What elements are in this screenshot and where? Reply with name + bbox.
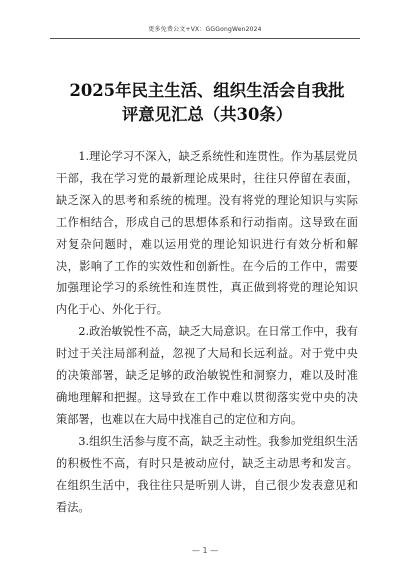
title-line-2: 评意见汇总（共30条） <box>121 105 293 124</box>
document-body <box>56 146 358 518</box>
page-number: — 1 — <box>191 546 219 555</box>
document-title <box>48 79 366 127</box>
paragraph-2: 2.政治敏锐性不高，缺乏大局意识。在日常工作中，我有时过于关注局部利益，忽视了大局和长远利益。对于党中央的决策部署，缺乏足够的政治敏锐性和洞察力，难以及时准确地理解和把握。这导致在工作中难以贯彻落实党中央的决策部署，也难以在大局中找准自己的定位和方向。 <box>56 325 358 426</box>
header-rule <box>50 38 360 39</box>
paragraph-3: 3.组织生活参与度不高，缺乏主动性。我参加党组织生活的积极性不高，有时只是被动应付，缺乏主动思考和发言。在组织生活中，我往往只是听别人讲，自己很少发表意见和看法。 <box>56 434 358 514</box>
paragraph-1: 1.理论学习不深入，缺乏系统性和连贯性。作为基层党员干部，我在学习党的最新理论成果时，往往只停留在表面，缺乏深入的思考和系统的梳理。没有将党的理论知识与实际工作相结合，形成自己的思想体系和行动指南。这导致在面对复杂问题时，难以运用党的理论知识进行有效分析和解决，影响了工作的实效性和创新性。在今后的工作中，需要加强理论学习的系统性和连贯性，真正做到将党的理论知识内化于心、外化于行。 <box>56 150 358 317</box>
header-note: 更多免费公文+VX：GGGongWen2024 <box>148 26 262 33</box>
title-line-1: 2025年民主生活、组织生活会自我批 <box>69 81 345 100</box>
